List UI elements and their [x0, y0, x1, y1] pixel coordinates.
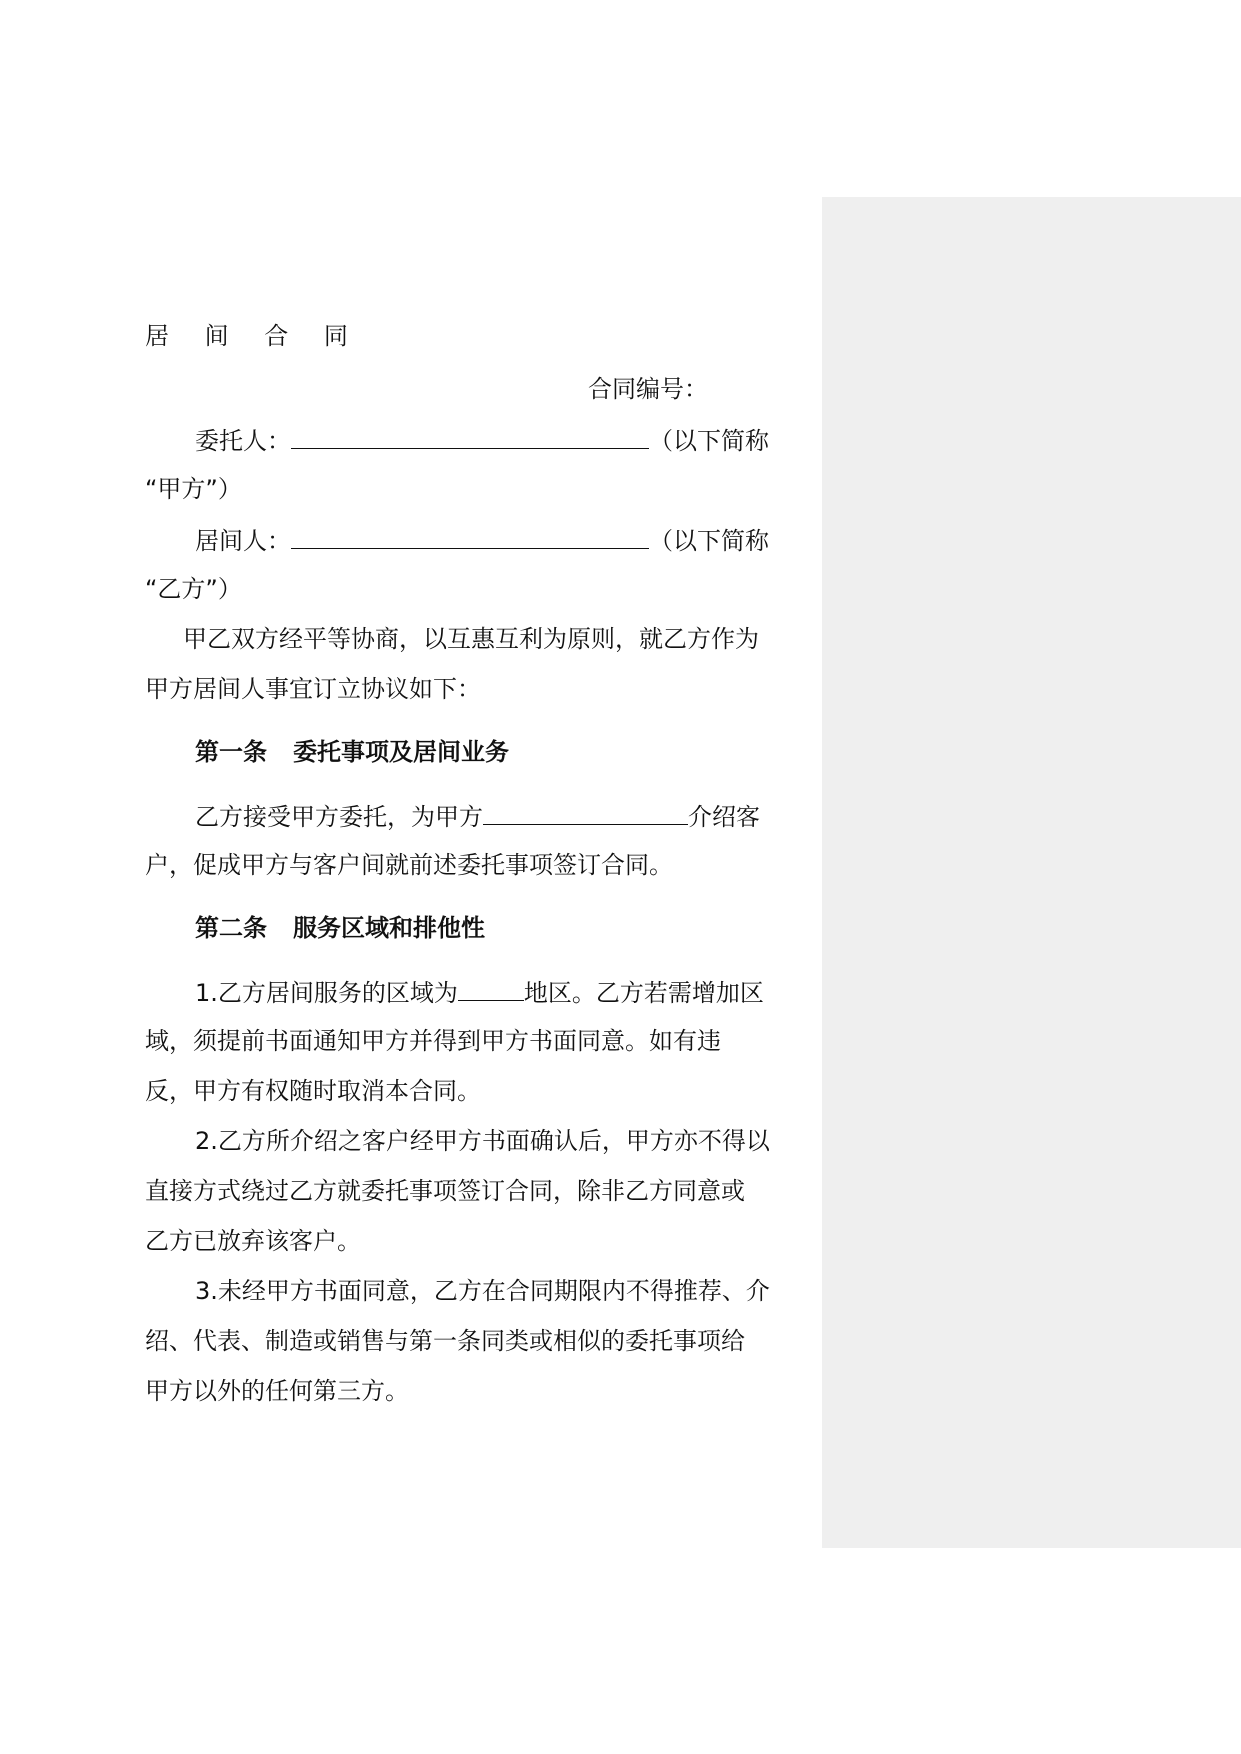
- party-b-blank[interactable]: [291, 522, 649, 549]
- preamble-line-2: 甲方居间人事宜订立协议如下：: [145, 675, 481, 703]
- party-a-blank[interactable]: [291, 422, 649, 449]
- clause-2-1-text-after: 地区。乙方若需增加区: [523, 979, 764, 1007]
- clause-2-3-line-3: 甲方以外的任何第三方。: [145, 1377, 409, 1405]
- clause-2-1-line-2: 域，须提前书面通知甲方并得到甲方书面同意。如有违: [145, 1027, 721, 1055]
- article-2-number: 第二条: [195, 914, 267, 942]
- clause-2-2-line-3: 乙方已放弃该客户。: [145, 1227, 361, 1255]
- comment-pane: [822, 197, 1241, 1548]
- party-b-label: 居间人：: [195, 527, 291, 555]
- party-b-suffix: （以下简称: [649, 527, 769, 555]
- clause-2-1-line-1: [195, 974, 764, 1008]
- party-a-label: 委托人：: [195, 427, 291, 455]
- party-a-suffix: （以下简称: [649, 427, 769, 455]
- party-a-alias: “甲方”）: [145, 475, 242, 503]
- article-1-heading: [195, 735, 509, 769]
- article-2-title: 服务区域和排他性: [293, 914, 485, 942]
- clause-2-1-text-before: 1.乙方居间服务的区域为: [195, 979, 458, 1007]
- contract-number-label: 合同编号：: [588, 375, 708, 403]
- article-2-heading: [195, 911, 485, 945]
- article-1-line-2: 户，促成甲方与客户间就前述委托事项签订合同。: [145, 851, 673, 879]
- clause-2-2-line-2: 直接方式绕过乙方就委托事项签订合同，除非乙方同意或: [145, 1177, 745, 1205]
- party-a-line: [195, 422, 769, 456]
- article-1-blank[interactable]: [483, 798, 688, 825]
- preamble-line-1: 甲乙双方经平等协商，以互惠互利为原则，就乙方作为: [183, 625, 759, 653]
- clause-2-2-line-1: 2.乙方所介绍之客户经甲方书面确认后，甲方亦不得以: [195, 1127, 770, 1155]
- article-1-number: 第一条: [195, 738, 267, 766]
- article-1-text-after: 介绍客: [688, 803, 760, 831]
- article-1-text-before: 乙方接受甲方委托，为甲方: [195, 803, 483, 831]
- region-blank[interactable]: [458, 974, 524, 1001]
- clause-2-3-line-2: 绍、代表、制造或销售与第一条同类或相似的委托事项给: [145, 1327, 745, 1355]
- article-1-line-1: [195, 798, 760, 832]
- clause-2-3-line-1: 3.未经甲方书面同意，乙方在合同期限内不得推荐、介: [195, 1277, 770, 1305]
- article-1-title: 委托事项及居间业务: [293, 738, 509, 766]
- document-title: 居 间 合 同: [145, 322, 362, 350]
- party-b-alias: “乙方”）: [145, 575, 242, 603]
- clause-2-1-line-3: 反，甲方有权随时取消本合同。: [145, 1077, 481, 1105]
- party-b-line: [195, 522, 769, 556]
